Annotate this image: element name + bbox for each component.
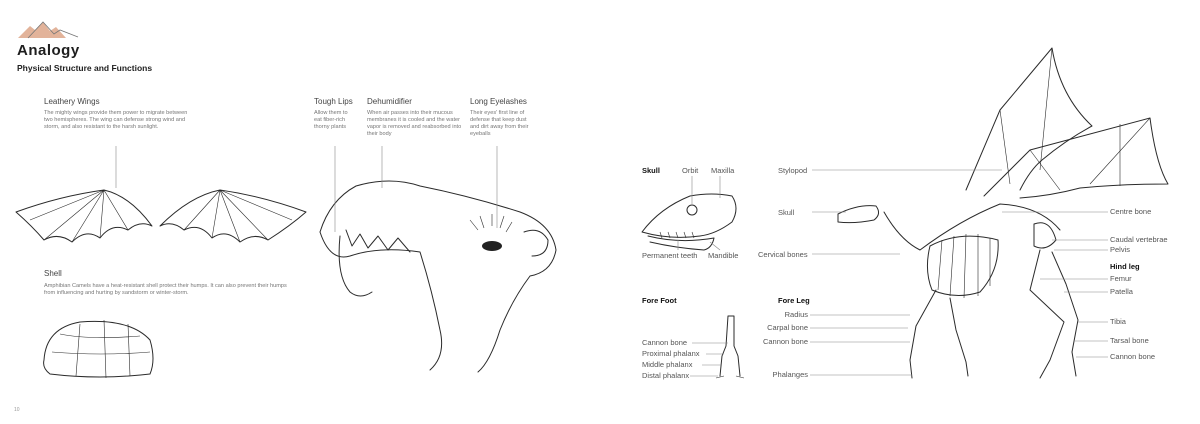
page-number: 10 <box>14 407 20 413</box>
hind-leg-label: Patella <box>1110 287 1133 296</box>
dehumidifier-title: Dehumidifier <box>367 97 412 106</box>
skull-drawing <box>642 194 736 250</box>
caudal-label: Caudal vertebrae <box>1110 235 1168 244</box>
wings-text: The mighty wings provide them power to migrate between two hemispheres. The wing can defense strong wind and storm, and also resistant to the harsh sunlight. <box>44 110 188 130</box>
centre-bone-label: Centre bone <box>1110 207 1152 216</box>
fore-foot-label: Distal phalanx <box>642 371 690 380</box>
lips-title: Tough Lips <box>314 97 353 106</box>
fore-foot-title: Fore Foot <box>642 296 677 305</box>
cervical-label: Cervical bones <box>758 250 808 259</box>
shell-text: Amphibian Camels have a heat-resistant shell protect their humps. It can also prevent their humps from influencing and hurting by sandstorm or winter-storm. <box>44 283 287 296</box>
fore-leg-label: Phalanges <box>772 370 808 379</box>
mandible-label: Mandible <box>708 251 739 260</box>
page-subtitle: Physical Structure and Functions <box>17 63 153 73</box>
hind-leg-label: Femur <box>1110 274 1132 283</box>
fore-leg-label: Carpal bone <box>767 323 808 332</box>
hind-leg-label: Tibia <box>1110 317 1126 326</box>
hind-leg-label: Cannon bone <box>1110 352 1156 361</box>
hind-leg-title: Hind leg <box>1110 262 1140 271</box>
hind-leg-label: Tarsal bone <box>1110 336 1149 345</box>
right-wing-drawing <box>160 190 306 242</box>
left-wing-drawing <box>16 190 152 242</box>
stylopod-label: Stylopod <box>778 166 808 175</box>
dehumidifier-text: When air passes into their mucous membranes it is cooled and the water vapor is removed and reabsorbed into their body <box>367 110 462 137</box>
skeleton-skull-label: Skull <box>778 208 795 217</box>
shell-drawing <box>44 320 153 378</box>
fore-foot-label: Proximal phalanx <box>642 349 700 358</box>
orbit-label: Orbit <box>682 166 699 175</box>
camel-head-drawing <box>320 181 556 372</box>
lips-text: Allow them to eat fiber-rich thorny plants <box>314 110 348 130</box>
fore-foot-label: Middle phalanx <box>642 360 693 369</box>
page-title: Analogy <box>17 42 80 59</box>
eyelashes-title: Long Eyelashes <box>470 97 527 106</box>
wings-title: Leathery Wings <box>44 97 100 106</box>
pelvis-label: Pelvis <box>1110 245 1131 254</box>
teeth-label: Permanent teeth <box>642 251 698 260</box>
fore-leg-label: Radius <box>784 310 808 319</box>
fore-foot-label: Cannon bone <box>642 338 688 347</box>
eyelashes-text: Their eyes' first line of defense that keep dust and dirt away from their eyeballs <box>470 110 529 137</box>
maxilla-label: Maxilla <box>711 166 735 175</box>
skull-title: Skull <box>642 166 660 175</box>
fore-leg-title: Fore Leg <box>778 296 810 305</box>
shell-title: Shell <box>44 269 62 278</box>
fore-leg-label: Cannon bone <box>762 337 808 346</box>
